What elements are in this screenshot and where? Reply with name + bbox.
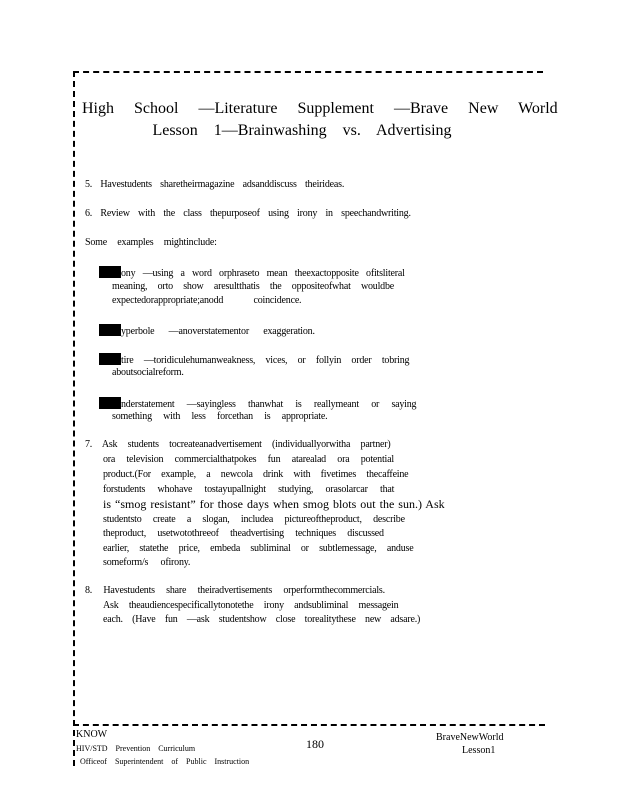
list-item-8-line-3: each. (Have fun —ask studentshow close torealitythese new adsare.) [103, 614, 421, 625]
list-item-7-line-8: earlier, statethe price, embeda subliminal or subtlemessage, anduse [103, 543, 414, 554]
irony-definition-line-3: expectedorappropriate;anodd coincidence. [112, 295, 302, 306]
list-item-7-line-3: product.(For example, a newcola drink with fivetimes thecaffeine [103, 469, 409, 480]
footer-office-name: Officeof Superintendent of Public Instruction [80, 757, 250, 766]
footer-know-label: KNOW [76, 729, 108, 740]
document-title: High School —Literature Supplement —Brave New World [82, 100, 558, 117]
list-item-7-line-7: theproduct, usetwotothreeof theadvertising techniques discussed [103, 528, 384, 539]
understatement-definition-line-1: nderstatement —sayingless thanwhat is reallymeant or saying [99, 397, 416, 410]
redaction-mark [99, 324, 121, 336]
irony-definition-line-1: ony —using a word orphraseto mean theexactopposite ofitsliteral [99, 266, 405, 279]
examples-intro: Some examples mightinclude: [85, 237, 217, 248]
list-item-8-line-2: Ask theaudiencespecificallytonotethe irony andsubliminal messagein [103, 600, 399, 611]
list-item-7-line-5: is “smog resistant” for those days when smog blots out the sun.) Ask [103, 497, 445, 511]
redaction-mark [99, 397, 121, 409]
footer-lesson-label: Lesson1 [462, 745, 496, 756]
irony-definition-line-2: meaning, orto show aresultthatis the oppositeofwhat wouldbe [112, 281, 394, 292]
page-number: 180 [306, 737, 324, 751]
list-item-6: 6. Review with the class thepurposeof using irony in speechandwriting. [85, 208, 411, 219]
footer-book-title: BraveNewWorld [436, 732, 504, 743]
satire-definition-line-2: aboutsocialreform. [112, 367, 184, 378]
hyperbole-definition: yperbole —anoverstatementor exaggeration. [99, 324, 315, 337]
list-item-7-line-4: forstudents whohave tostayupallnight studying, orasolarcar that [103, 484, 395, 495]
list-item-5: 5. Havestudents sharetheirmagazine adsanddiscuss theirideas. [85, 179, 345, 190]
page-border-left [73, 71, 75, 766]
list-item-7-line-9: someform/s ofirony. [103, 557, 191, 568]
list-item-8-line-1: 8. Havestudents share theiradvertisements orperformthecommercials. [85, 585, 385, 596]
understatement-definition-line-2: something with less forcethan is appropriate. [112, 411, 328, 422]
footer-curriculum-name: HIV/STD Prevention Curriculum [76, 744, 196, 753]
page-border-bottom [73, 724, 545, 726]
redaction-mark [99, 266, 121, 278]
page-border-top [73, 71, 543, 73]
list-item-7-line-6: studentsto create a slogan, includea pictureoftheproduct, describe [103, 514, 405, 525]
redaction-mark [99, 353, 121, 365]
lesson-title: Lesson 1—Brainwashing vs. Advertising [152, 122, 452, 139]
list-item-7-line-2: ora television commercialthatpokes fun atarealad ora potential [103, 454, 394, 465]
list-item-7-line-1: 7. Ask students tocreateanadvertisement (individuallyorwitha partner) [85, 439, 391, 450]
satire-definition-line-1: tire —toridiculehumanweakness, vices, or follyin order tobring [99, 353, 409, 366]
